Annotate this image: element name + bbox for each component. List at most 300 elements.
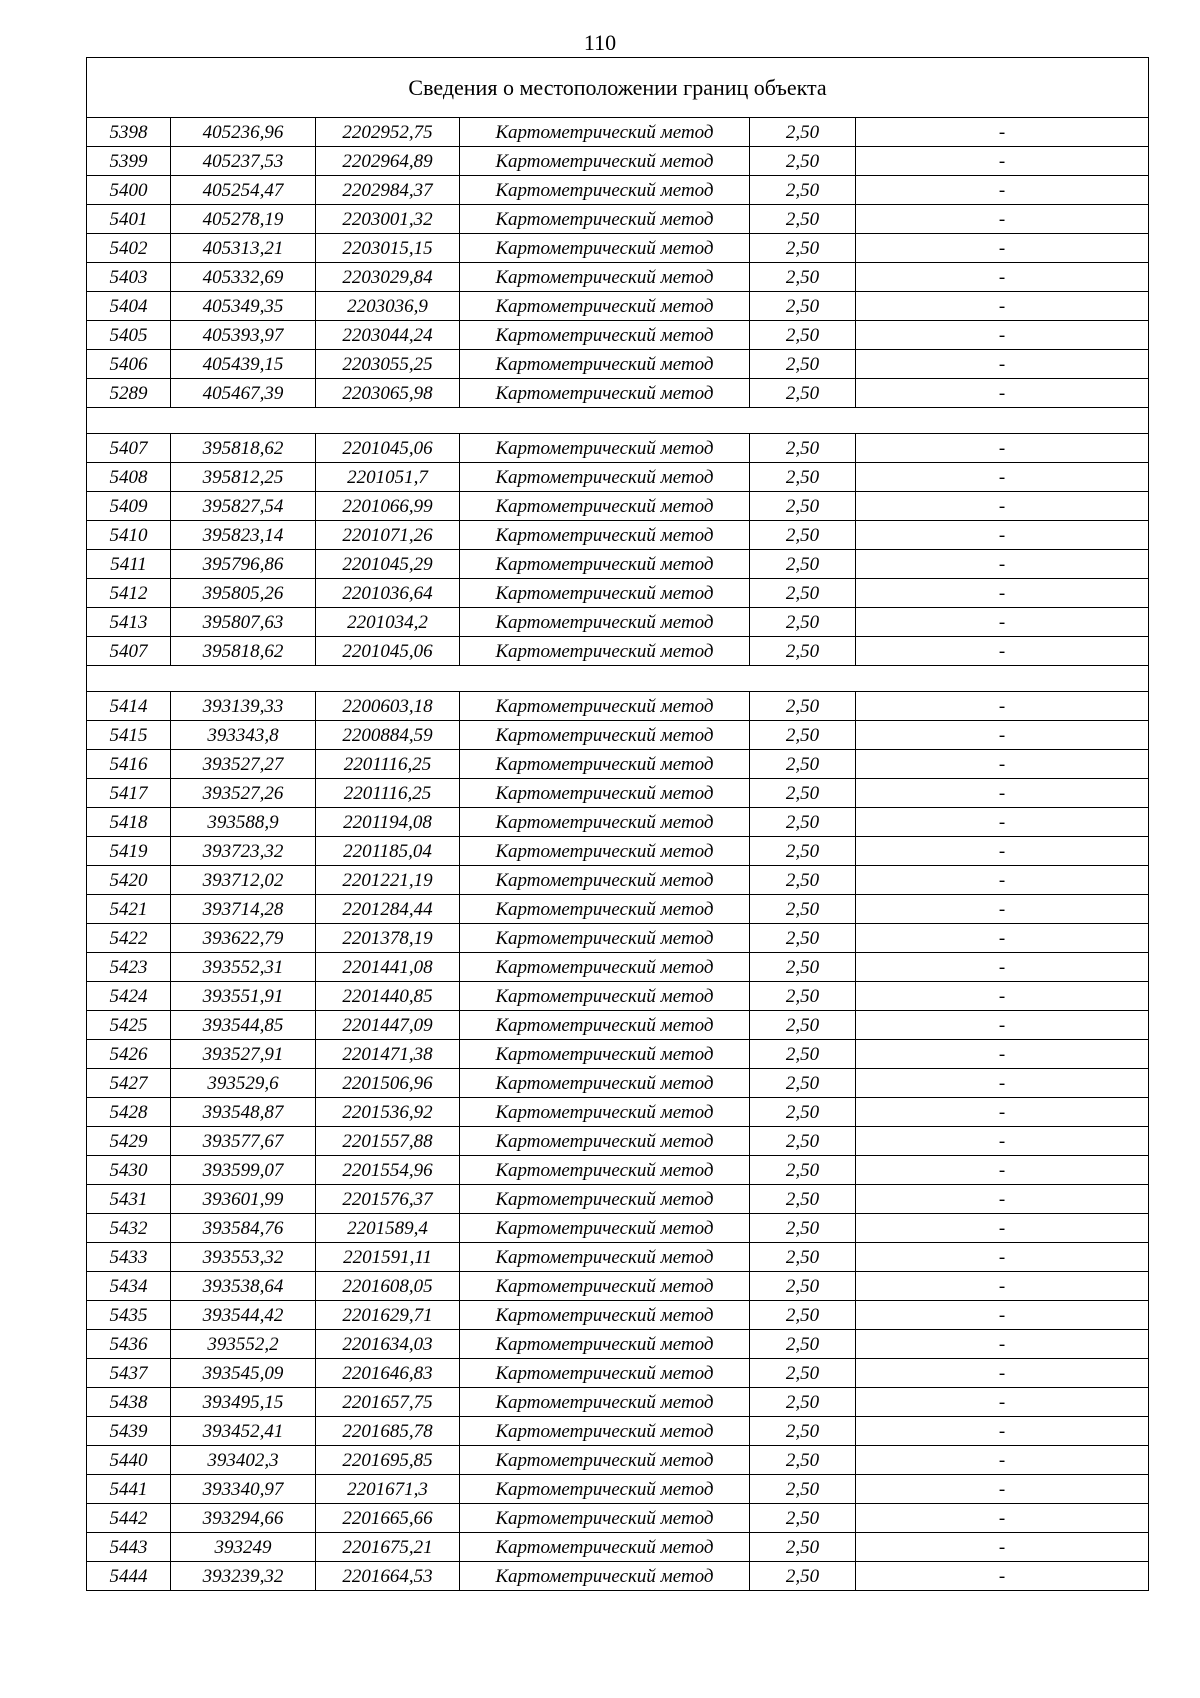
- method-cell: Картометрический метод: [460, 350, 750, 379]
- accuracy-cell: 2,50: [750, 1011, 856, 1040]
- x-coordinate-cell: 395805,26: [171, 579, 316, 608]
- x-coordinate-cell: 393553,32: [171, 1243, 316, 1272]
- table-row: [87, 1185, 1149, 1214]
- method-cell: Картометрический метод: [460, 321, 750, 350]
- point-number-cell: 5426: [87, 1040, 171, 1069]
- table-row: [87, 118, 1149, 147]
- table-row: [87, 1011, 1149, 1040]
- point-number-cell: 5439: [87, 1417, 171, 1446]
- method-cell: Картометрический метод: [460, 1475, 750, 1504]
- description-cell: -: [856, 263, 1149, 292]
- accuracy-cell: 2,50: [750, 808, 856, 837]
- accuracy-cell: 2,50: [750, 1127, 856, 1156]
- point-number-cell: 5410: [87, 521, 171, 550]
- point-number-cell: 5430: [87, 1156, 171, 1185]
- table-row: [87, 1098, 1149, 1127]
- y-coordinate-cell: 2201536,92: [316, 1098, 460, 1127]
- method-cell: Картометрический метод: [460, 982, 750, 1011]
- y-coordinate-cell: 2201685,78: [316, 1417, 460, 1446]
- y-coordinate-cell: 2201194,08: [316, 808, 460, 837]
- page-number: 110: [583, 30, 617, 55]
- description-cell: -: [856, 579, 1149, 608]
- y-coordinate-cell: 2203065,98: [316, 379, 460, 408]
- description-cell: -: [856, 1330, 1149, 1359]
- table-row: [87, 234, 1149, 263]
- accuracy-cell: 2,50: [750, 579, 856, 608]
- x-coordinate-cell: 393544,42: [171, 1301, 316, 1330]
- table-row: [87, 637, 1149, 666]
- point-number-cell: 5437: [87, 1359, 171, 1388]
- x-coordinate-cell: 393343,8: [171, 721, 316, 750]
- method-cell: Картометрический метод: [460, 866, 750, 895]
- method-cell: Картометрический метод: [460, 779, 750, 808]
- y-coordinate-cell: 2201695,85: [316, 1446, 460, 1475]
- table-row: [87, 434, 1149, 463]
- x-coordinate-cell: 393527,27: [171, 750, 316, 779]
- description-cell: -: [856, 463, 1149, 492]
- method-cell: Картометрический метод: [460, 234, 750, 263]
- y-coordinate-cell: 2201045,06: [316, 637, 460, 666]
- x-coordinate-cell: 393527,26: [171, 779, 316, 808]
- y-coordinate-cell: 2201657,75: [316, 1388, 460, 1417]
- method-cell: Картометрический метод: [460, 953, 750, 982]
- description-cell: -: [856, 1475, 1149, 1504]
- point-number-cell: 5400: [87, 176, 171, 205]
- accuracy-cell: 2,50: [750, 1098, 856, 1127]
- method-cell: Картометрический метод: [460, 1562, 750, 1591]
- description-cell: -: [856, 808, 1149, 837]
- x-coordinate-cell: 393340,97: [171, 1475, 316, 1504]
- table-body: [87, 118, 1149, 1591]
- table-row: [87, 1446, 1149, 1475]
- table-row: [87, 1301, 1149, 1330]
- point-number-cell: 5424: [87, 982, 171, 1011]
- description-cell: -: [856, 350, 1149, 379]
- point-number-cell: 5427: [87, 1069, 171, 1098]
- point-number-cell: 5418: [87, 808, 171, 837]
- x-coordinate-cell: 393527,91: [171, 1040, 316, 1069]
- method-cell: Картометрический метод: [460, 1359, 750, 1388]
- y-coordinate-cell: 2203036,9: [316, 292, 460, 321]
- point-number-cell: 5399: [87, 147, 171, 176]
- y-coordinate-cell: 2201591,11: [316, 1243, 460, 1272]
- table-row: [87, 1127, 1149, 1156]
- accuracy-cell: 2,50: [750, 350, 856, 379]
- method-cell: Картометрический метод: [460, 895, 750, 924]
- description-cell: -: [856, 1359, 1149, 1388]
- y-coordinate-cell: 2201629,71: [316, 1301, 460, 1330]
- description-cell: -: [856, 1533, 1149, 1562]
- point-number-cell: 5431: [87, 1185, 171, 1214]
- accuracy-cell: 2,50: [750, 692, 856, 721]
- method-cell: Картометрический метод: [460, 837, 750, 866]
- table-row: [87, 608, 1149, 637]
- y-coordinate-cell: 2201634,03: [316, 1330, 460, 1359]
- accuracy-cell: 2,50: [750, 1475, 856, 1504]
- point-number-cell: 5407: [87, 637, 171, 666]
- method-cell: Картометрический метод: [460, 1040, 750, 1069]
- y-coordinate-cell: 2201440,85: [316, 982, 460, 1011]
- table-row: [87, 463, 1149, 492]
- y-coordinate-cell: 2201045,06: [316, 434, 460, 463]
- accuracy-cell: 2,50: [750, 234, 856, 263]
- description-cell: -: [856, 608, 1149, 637]
- point-number-cell: 5398: [87, 118, 171, 147]
- description-cell: -: [856, 176, 1149, 205]
- accuracy-cell: 2,50: [750, 924, 856, 953]
- accuracy-cell: 2,50: [750, 982, 856, 1011]
- x-coordinate-cell: 405332,69: [171, 263, 316, 292]
- accuracy-cell: 2,50: [750, 550, 856, 579]
- y-coordinate-cell: 2201116,25: [316, 779, 460, 808]
- table-row: [87, 379, 1149, 408]
- accuracy-cell: 2,50: [750, 1243, 856, 1272]
- point-number-cell: 5409: [87, 492, 171, 521]
- x-coordinate-cell: 395818,62: [171, 637, 316, 666]
- method-cell: Картометрический метод: [460, 292, 750, 321]
- method-cell: Картометрический метод: [460, 492, 750, 521]
- point-number-cell: 5422: [87, 924, 171, 953]
- accuracy-cell: 2,50: [750, 1040, 856, 1069]
- description-cell: -: [856, 1156, 1149, 1185]
- method-cell: Картометрический метод: [460, 1417, 750, 1446]
- accuracy-cell: 2,50: [750, 1156, 856, 1185]
- description-cell: -: [856, 292, 1149, 321]
- x-coordinate-cell: 395818,62: [171, 434, 316, 463]
- accuracy-cell: 2,50: [750, 321, 856, 350]
- description-cell: -: [856, 492, 1149, 521]
- y-coordinate-cell: 2201185,04: [316, 837, 460, 866]
- y-coordinate-cell: 2201284,44: [316, 895, 460, 924]
- y-coordinate-cell: 2201045,29: [316, 550, 460, 579]
- accuracy-cell: 2,50: [750, 866, 856, 895]
- method-cell: Картометрический метод: [460, 434, 750, 463]
- method-cell: Картометрический метод: [460, 1301, 750, 1330]
- table-row: [87, 924, 1149, 953]
- y-coordinate-cell: 2201557,88: [316, 1127, 460, 1156]
- method-cell: Картометрический метод: [460, 1185, 750, 1214]
- x-coordinate-cell: 405349,35: [171, 292, 316, 321]
- y-coordinate-cell: 2201554,96: [316, 1156, 460, 1185]
- point-number-cell: 5401: [87, 205, 171, 234]
- y-coordinate-cell: 2201675,21: [316, 1533, 460, 1562]
- table-row: [87, 1475, 1149, 1504]
- x-coordinate-cell: 393622,79: [171, 924, 316, 953]
- y-coordinate-cell: 2201221,19: [316, 866, 460, 895]
- table-row: [87, 292, 1149, 321]
- y-coordinate-cell: 2200603,18: [316, 692, 460, 721]
- method-cell: Картометрический метод: [460, 692, 750, 721]
- accuracy-cell: 2,50: [750, 1388, 856, 1417]
- method-cell: Картометрический метод: [460, 924, 750, 953]
- table-title: Сведения о местоположении границ объекта: [87, 58, 1149, 118]
- point-number-cell: 5407: [87, 434, 171, 463]
- accuracy-cell: 2,50: [750, 1504, 856, 1533]
- y-coordinate-cell: 2201471,38: [316, 1040, 460, 1069]
- method-cell: Картометрический метод: [460, 721, 750, 750]
- method-cell: Картометрический метод: [460, 579, 750, 608]
- accuracy-cell: 2,50: [750, 1417, 856, 1446]
- description-cell: -: [856, 982, 1149, 1011]
- group-separator-cell: [87, 408, 1149, 434]
- y-coordinate-cell: 2201066,99: [316, 492, 460, 521]
- table-row: [87, 837, 1149, 866]
- x-coordinate-cell: 393529,6: [171, 1069, 316, 1098]
- method-cell: Картометрический метод: [460, 176, 750, 205]
- table-row: [87, 1504, 1149, 1533]
- table-row: [87, 176, 1149, 205]
- accuracy-cell: 2,50: [750, 463, 856, 492]
- method-cell: Картометрический метод: [460, 1156, 750, 1185]
- x-coordinate-cell: 393249: [171, 1533, 316, 1562]
- description-cell: -: [856, 234, 1149, 263]
- description-cell: -: [856, 1069, 1149, 1098]
- description-cell: -: [856, 637, 1149, 666]
- x-coordinate-cell: 395823,14: [171, 521, 316, 550]
- table-row: [87, 1417, 1149, 1446]
- description-cell: -: [856, 521, 1149, 550]
- description-cell: -: [856, 750, 1149, 779]
- point-number-cell: 5436: [87, 1330, 171, 1359]
- point-number-cell: 5443: [87, 1533, 171, 1562]
- description-cell: -: [856, 1272, 1149, 1301]
- method-cell: Картометрический метод: [460, 463, 750, 492]
- description-cell: -: [856, 321, 1149, 350]
- x-coordinate-cell: 395827,54: [171, 492, 316, 521]
- y-coordinate-cell: 2203001,32: [316, 205, 460, 234]
- point-number-cell: 5404: [87, 292, 171, 321]
- x-coordinate-cell: 405393,97: [171, 321, 316, 350]
- table-row: [87, 579, 1149, 608]
- point-number-cell: 5425: [87, 1011, 171, 1040]
- description-cell: -: [856, 118, 1149, 147]
- x-coordinate-cell: 405467,39: [171, 379, 316, 408]
- description-cell: -: [856, 1417, 1149, 1446]
- method-cell: Картометрический метод: [460, 1127, 750, 1156]
- x-coordinate-cell: 393545,09: [171, 1359, 316, 1388]
- table-row: [87, 1272, 1149, 1301]
- description-cell: -: [856, 1446, 1149, 1475]
- table-row: [87, 808, 1149, 837]
- accuracy-cell: 2,50: [750, 1359, 856, 1388]
- method-cell: Картометрический метод: [460, 1098, 750, 1127]
- accuracy-cell: 2,50: [750, 292, 856, 321]
- y-coordinate-cell: 2201646,83: [316, 1359, 460, 1388]
- point-number-cell: 5289: [87, 379, 171, 408]
- table-row: [87, 895, 1149, 924]
- point-number-cell: 5416: [87, 750, 171, 779]
- boundary-table-container: [86, 57, 1148, 1591]
- description-cell: -: [856, 1301, 1149, 1330]
- table-row: [87, 982, 1149, 1011]
- method-cell: Картометрический метод: [460, 147, 750, 176]
- x-coordinate-cell: 393538,64: [171, 1272, 316, 1301]
- method-cell: Картометрический метод: [460, 379, 750, 408]
- method-cell: Картометрический метод: [460, 1011, 750, 1040]
- table-row: [87, 779, 1149, 808]
- point-number-cell: 5429: [87, 1127, 171, 1156]
- point-number-cell: 5444: [87, 1562, 171, 1591]
- point-number-cell: 5419: [87, 837, 171, 866]
- method-cell: Картометрический метод: [460, 608, 750, 637]
- description-cell: -: [856, 1504, 1149, 1533]
- point-number-cell: 5406: [87, 350, 171, 379]
- y-coordinate-cell: 2202984,37: [316, 176, 460, 205]
- accuracy-cell: 2,50: [750, 637, 856, 666]
- x-coordinate-cell: 393723,32: [171, 837, 316, 866]
- accuracy-cell: 2,50: [750, 1562, 856, 1591]
- description-cell: -: [856, 1040, 1149, 1069]
- method-cell: Картометрический метод: [460, 118, 750, 147]
- point-number-cell: 5428: [87, 1098, 171, 1127]
- point-number-cell: 5402: [87, 234, 171, 263]
- method-cell: Картометрический метод: [460, 550, 750, 579]
- method-cell: Картометрический метод: [460, 1214, 750, 1243]
- table-row: [87, 692, 1149, 721]
- accuracy-cell: 2,50: [750, 837, 856, 866]
- description-cell: -: [856, 895, 1149, 924]
- table-row: [87, 1214, 1149, 1243]
- table-row: [87, 350, 1149, 379]
- point-number-cell: 5434: [87, 1272, 171, 1301]
- table-row: [87, 492, 1149, 521]
- table-row: [87, 953, 1149, 982]
- description-cell: -: [856, 1214, 1149, 1243]
- description-cell: -: [856, 434, 1149, 463]
- accuracy-cell: 2,50: [750, 1185, 856, 1214]
- x-coordinate-cell: 405278,19: [171, 205, 316, 234]
- method-cell: Картометрический метод: [460, 1243, 750, 1272]
- description-cell: -: [856, 147, 1149, 176]
- y-coordinate-cell: 2203015,15: [316, 234, 460, 263]
- point-number-cell: 5413: [87, 608, 171, 637]
- y-coordinate-cell: 2201051,7: [316, 463, 460, 492]
- point-number-cell: 5405: [87, 321, 171, 350]
- x-coordinate-cell: 405254,47: [171, 176, 316, 205]
- method-cell: Картометрический метод: [460, 1388, 750, 1417]
- y-coordinate-cell: 2201071,26: [316, 521, 460, 550]
- description-cell: -: [856, 1127, 1149, 1156]
- accuracy-cell: 2,50: [750, 750, 856, 779]
- point-number-cell: 5420: [87, 866, 171, 895]
- accuracy-cell: 2,50: [750, 895, 856, 924]
- description-cell: -: [856, 953, 1149, 982]
- accuracy-cell: 2,50: [750, 1446, 856, 1475]
- group-separator-cell: [87, 666, 1149, 692]
- table-row: [87, 721, 1149, 750]
- method-cell: Картометрический метод: [460, 1504, 750, 1533]
- accuracy-cell: 2,50: [750, 1214, 856, 1243]
- description-cell: -: [856, 1562, 1149, 1591]
- y-coordinate-cell: 2203029,84: [316, 263, 460, 292]
- accuracy-cell: 2,50: [750, 521, 856, 550]
- description-cell: -: [856, 1388, 1149, 1417]
- x-coordinate-cell: 393139,33: [171, 692, 316, 721]
- point-number-cell: 5423: [87, 953, 171, 982]
- x-coordinate-cell: 405439,15: [171, 350, 316, 379]
- y-coordinate-cell: 2201036,64: [316, 579, 460, 608]
- boundary-table: [86, 57, 1149, 1591]
- x-coordinate-cell: 405236,96: [171, 118, 316, 147]
- accuracy-cell: 2,50: [750, 147, 856, 176]
- description-cell: -: [856, 779, 1149, 808]
- y-coordinate-cell: 2201608,05: [316, 1272, 460, 1301]
- description-cell: -: [856, 379, 1149, 408]
- description-cell: -: [856, 550, 1149, 579]
- x-coordinate-cell: 393452,41: [171, 1417, 316, 1446]
- x-coordinate-cell: 393577,67: [171, 1127, 316, 1156]
- table-title-row: [87, 58, 1149, 118]
- method-cell: Картометрический метод: [460, 1446, 750, 1475]
- accuracy-cell: 2,50: [750, 1272, 856, 1301]
- description-cell: -: [856, 924, 1149, 953]
- table-row: [87, 1330, 1149, 1359]
- point-number-cell: 5432: [87, 1214, 171, 1243]
- x-coordinate-cell: 393402,3: [171, 1446, 316, 1475]
- y-coordinate-cell: 2202964,89: [316, 147, 460, 176]
- y-coordinate-cell: 2201506,96: [316, 1069, 460, 1098]
- method-cell: Картометрический метод: [460, 1330, 750, 1359]
- table-row: [87, 550, 1149, 579]
- accuracy-cell: 2,50: [750, 608, 856, 637]
- point-number-cell: 5408: [87, 463, 171, 492]
- accuracy-cell: 2,50: [750, 118, 856, 147]
- y-coordinate-cell: 2200884,59: [316, 721, 460, 750]
- table-row: [87, 147, 1149, 176]
- point-number-cell: 5417: [87, 779, 171, 808]
- table-row: [87, 1040, 1149, 1069]
- accuracy-cell: 2,50: [750, 1330, 856, 1359]
- table-row: [87, 1243, 1149, 1272]
- point-number-cell: 5403: [87, 263, 171, 292]
- description-cell: -: [856, 721, 1149, 750]
- y-coordinate-cell: 2201576,37: [316, 1185, 460, 1214]
- x-coordinate-cell: 393601,99: [171, 1185, 316, 1214]
- table-row: [87, 205, 1149, 234]
- description-cell: -: [856, 1098, 1149, 1127]
- y-coordinate-cell: 2201441,08: [316, 953, 460, 982]
- accuracy-cell: 2,50: [750, 1533, 856, 1562]
- x-coordinate-cell: 393599,07: [171, 1156, 316, 1185]
- y-coordinate-cell: 2201589,4: [316, 1214, 460, 1243]
- description-cell: -: [856, 1185, 1149, 1214]
- y-coordinate-cell: 2201671,3: [316, 1475, 460, 1504]
- point-number-cell: 5440: [87, 1446, 171, 1475]
- x-coordinate-cell: 405237,53: [171, 147, 316, 176]
- table-row: [87, 1156, 1149, 1185]
- group-separator-row: [87, 666, 1149, 692]
- method-cell: Картометрический метод: [460, 1533, 750, 1562]
- x-coordinate-cell: 405313,21: [171, 234, 316, 263]
- table-row: [87, 1533, 1149, 1562]
- method-cell: Картометрический метод: [460, 637, 750, 666]
- description-cell: -: [856, 1243, 1149, 1272]
- description-cell: -: [856, 837, 1149, 866]
- y-coordinate-cell: 2201447,09: [316, 1011, 460, 1040]
- table-row: [87, 321, 1149, 350]
- y-coordinate-cell: 2201664,53: [316, 1562, 460, 1591]
- x-coordinate-cell: 393584,76: [171, 1214, 316, 1243]
- accuracy-cell: 2,50: [750, 205, 856, 234]
- point-number-cell: 5433: [87, 1243, 171, 1272]
- description-cell: -: [856, 866, 1149, 895]
- point-number-cell: 5415: [87, 721, 171, 750]
- point-number-cell: 5438: [87, 1388, 171, 1417]
- method-cell: Картометрический метод: [460, 1272, 750, 1301]
- table-row: [87, 750, 1149, 779]
- x-coordinate-cell: 393294,66: [171, 1504, 316, 1533]
- description-cell: -: [856, 692, 1149, 721]
